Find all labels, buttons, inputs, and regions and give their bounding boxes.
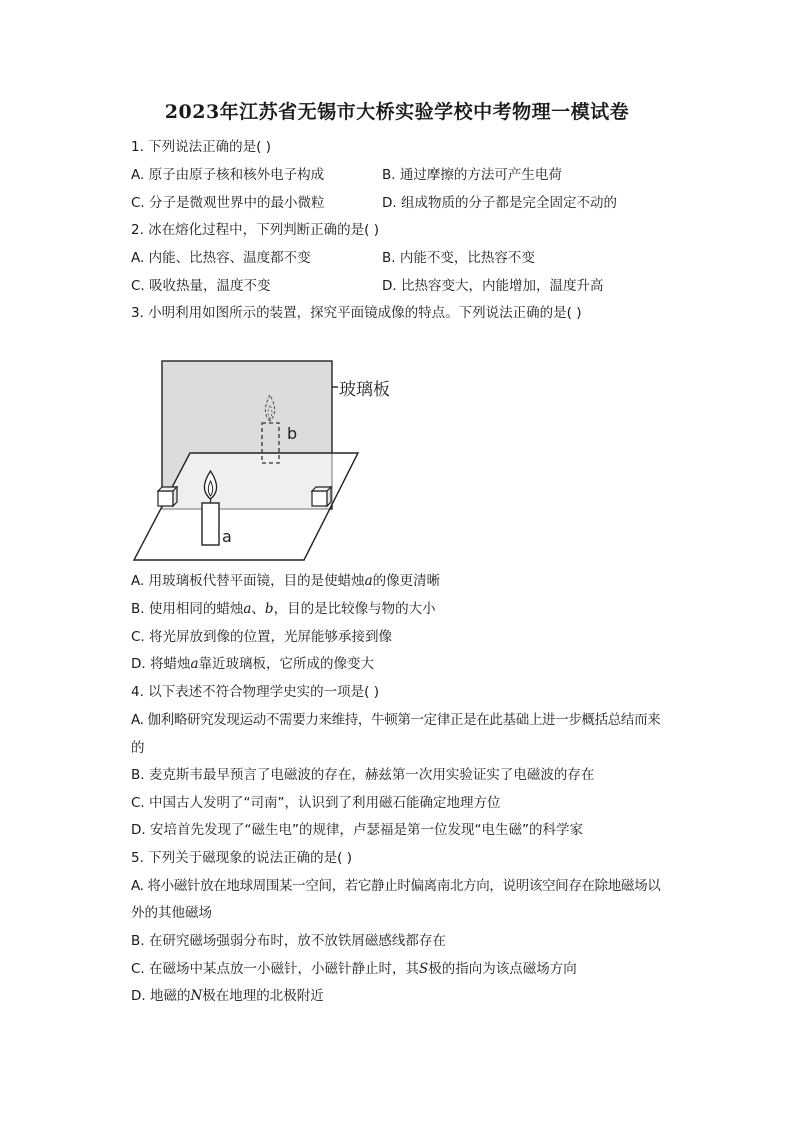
candle-a	[202, 503, 219, 545]
question-5-stem: 5. 下列关于磁现象的说法正确的是( )	[131, 850, 352, 866]
question-4-option-b: B. 麦克斯韦最早预言了电磁波的存在，赫兹第一次用实验证实了电磁波的存在	[131, 767, 595, 783]
question-4-option-a: A. 伽利略研究发现运动不需要力来维持，牛顿第一定律正是在此基础上进一步概括总结而来	[131, 712, 661, 728]
question-1-option-b: B. 通过摩擦的方法可产生电荷	[382, 167, 562, 183]
candle-a-label: a	[222, 527, 232, 546]
question-1-option-a: A. 原子由原子核和核外电子构成	[131, 167, 325, 183]
question-4-stem: 4. 以下表述不符合物理学史实的一项是( )	[131, 684, 379, 700]
question-5-option-b: B. 在研究磁场强弱分布时，放不放铁屑磁感线都存在	[131, 933, 446, 949]
question-4-option-a-cont: 的	[131, 740, 145, 756]
question-5-option-c: C. 在磁场中某点放一小磁针，小磁针静止时，其S极的指向为该点磁场方向	[131, 961, 577, 977]
question-3-option-a: A. 用玻璃板代替平面镜，目的是使蜡烛a的像更清晰	[131, 573, 441, 589]
question-3-option-b: B. 使用相同的蜡烛a、b，目的是比较像与物的大小	[131, 601, 436, 617]
question-3-stem: 3. 小明利用如图所示的装置，探究平面镜成像的特点。下列说法正确的是( )	[131, 305, 582, 321]
question-1-option-c: C. 分子是微观世界中的最小微粒	[131, 195, 325, 211]
page-title: 2023年江苏省无锡市大桥实验学校中考物理一模试卷	[164, 101, 630, 123]
question-5-option-a-cont: 外的其他磁场	[131, 905, 212, 921]
question-5-option-a: A. 将小磁针放在地球周围某一空间，若它静止时偏离南北方向，说明该空间存在除地磁场以	[131, 878, 661, 894]
question-1-stem: 1. 下列说法正确的是( )	[131, 139, 271, 155]
question-2-option-a: A. 内能、比热容、温度都不变	[131, 250, 311, 266]
question-1-option-d: D. 组成物质的分子都是完全固定不动的	[382, 195, 617, 211]
support-block-right	[312, 491, 327, 506]
glass-plate-label: 玻璃板	[339, 380, 390, 400]
question-2-option-b: B. 内能不变，比热容不变	[382, 250, 535, 266]
question-2-option-c: C. 吸收热量，温度不变	[131, 278, 271, 294]
question-5-option-d: D. 地磁的N极在地理的北极附近	[131, 988, 324, 1004]
support-block-left	[158, 491, 173, 506]
question-4-option-d: D. 安培首先发现了“磁生电”的规律，卢瑟福是第一位发现“电生磁”的科学家	[131, 822, 583, 838]
question-2-option-d: D. 比热容变大，内能增加，温度升高	[382, 278, 604, 294]
question-3-option-c: C. 将光屏放到像的位置，光屏能够承接到像	[131, 629, 393, 645]
plane-mirror-figure	[128, 353, 418, 563]
question-4-option-c: C. 中国古人发明了“司南”，认识到了利用磁石能确定地理方位	[131, 795, 501, 811]
question-3-option-d: D. 将蜡烛a靠近玻璃板，它所成的像变大	[131, 656, 375, 672]
question-2-stem: 2. 冰在熔化过程中，下列判断正确的是( )	[131, 222, 379, 238]
candle-b-label: b	[287, 424, 298, 443]
